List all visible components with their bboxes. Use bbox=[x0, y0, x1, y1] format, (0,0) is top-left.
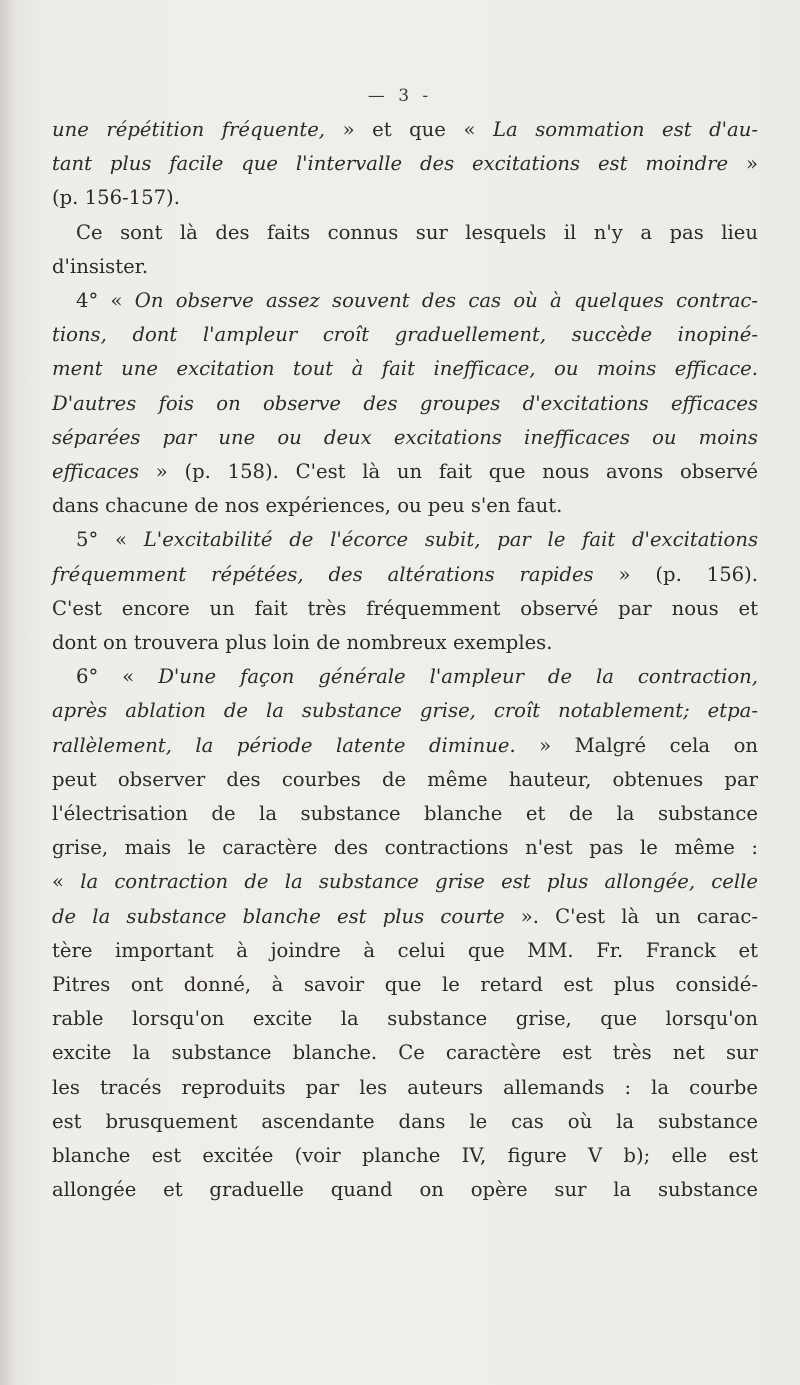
text-line bbox=[52, 694, 758, 728]
italic-run: de la substance blanche est plus courte bbox=[52, 904, 505, 928]
text-run: est brusquement ascendante dans le cas où la substance bbox=[52, 1109, 758, 1133]
text-line bbox=[52, 1002, 758, 1036]
text-run: Pitres ont donné, à savoir que le retard est plus considé- bbox=[52, 973, 758, 997]
text-run: tère important à joindre à celui que MM. Fr. Franck et bbox=[52, 938, 758, 962]
text-run: les tracés reproduits par les auteurs allemands : la courbe bbox=[52, 1075, 758, 1099]
text-line bbox=[52, 387, 758, 421]
italic-run: D'autres fois on observe des groupes d'excitations efficaces bbox=[52, 391, 758, 415]
text-line bbox=[52, 284, 758, 318]
text-run: blanche est excitée (voir planche IV, figure V b); elle est bbox=[52, 1144, 758, 1168]
text-line bbox=[52, 763, 758, 797]
italic-run: L'excitabilité de l'écorce subit, par le fait d'excitations bbox=[143, 528, 758, 552]
text-run: l'électrisation de la substance blanche et de la substance bbox=[52, 802, 758, 826]
text-run: excite la substance blanche. Ce caractère est très net sur bbox=[52, 1041, 758, 1065]
italic-run: On observe assez souvent des cas où à quelques contrac- bbox=[134, 289, 758, 313]
text-run: peut observer des courbes de même hauteur, obtenues par bbox=[52, 767, 758, 791]
text-line bbox=[52, 968, 758, 1002]
text-run: 5° « bbox=[76, 528, 144, 552]
text-line bbox=[52, 250, 758, 284]
text-line bbox=[52, 797, 758, 831]
italic-run: rallèlement, la période latente diminue. bbox=[52, 733, 516, 757]
text-line bbox=[52, 1173, 758, 1207]
text-line bbox=[52, 181, 758, 215]
italic-run: après ablation de la substance grise, croît notablement; etpa- bbox=[52, 699, 758, 723]
text-run: allongée et graduelle quand on opère sur la substance bbox=[52, 1178, 758, 1202]
text-run: dans chacune de nos expériences, ou peu s'en faut. bbox=[52, 494, 563, 518]
text-run: grise, mais le caractère des contractions n'est pas le même : bbox=[52, 836, 758, 860]
text-run: » Malgré cela on bbox=[515, 733, 758, 757]
italic-run: efficaces bbox=[52, 460, 140, 484]
text-run: » (p. 158). C'est là un fait que nous avons observé bbox=[139, 460, 758, 484]
italic-run: séparées par une ou deux excitations inefficaces ou moins bbox=[52, 425, 758, 449]
text-run: C'est encore un fait très fréquemment observé par nous et bbox=[52, 596, 758, 620]
text-line bbox=[52, 934, 758, 968]
text-run: 4° « bbox=[76, 289, 135, 313]
text-line bbox=[52, 626, 758, 660]
text-run: ». C'est là un carac- bbox=[504, 904, 758, 928]
italic-run: la contraction de la substance grise est plus allongée, celle bbox=[80, 870, 758, 894]
text-line bbox=[52, 216, 758, 250]
text-line bbox=[52, 523, 758, 557]
text-line bbox=[52, 592, 758, 626]
page-edge-shadow bbox=[0, 0, 14, 1385]
text-line bbox=[52, 1071, 758, 1105]
text-line bbox=[52, 455, 758, 489]
body-text bbox=[52, 113, 758, 1208]
text-line bbox=[52, 352, 758, 386]
text-line bbox=[52, 489, 758, 523]
text-line bbox=[52, 1105, 758, 1139]
page-number: — 3 - bbox=[367, 86, 433, 106]
text-run: d'insister. bbox=[52, 254, 149, 278]
text-line bbox=[52, 865, 758, 899]
text-line bbox=[52, 660, 758, 694]
text-line bbox=[52, 729, 758, 763]
italic-run: tions, dont l'ampleur croît graduellement, succède inopiné- bbox=[52, 323, 758, 347]
text-line bbox=[52, 558, 758, 592]
text-run: Ce sont là des faits connus sur lesquels il n'y a pas lieu bbox=[76, 220, 758, 244]
italic-run: D'une façon générale l'ampleur de la contraction, bbox=[158, 665, 758, 689]
text-run: » bbox=[728, 152, 758, 176]
text-line bbox=[52, 318, 758, 352]
text-run: rable lorsqu'on excite la substance grise, que lorsqu'on bbox=[52, 1007, 758, 1031]
italic-run: une répétition fréquente, bbox=[52, 118, 326, 141]
text-run: « bbox=[52, 870, 81, 894]
text-line bbox=[52, 113, 758, 147]
italic-run: ment une excitation tout à fait inefficace, ou moins efficace. bbox=[52, 357, 758, 381]
text-line bbox=[52, 1139, 758, 1173]
text-line bbox=[52, 421, 758, 455]
italic-run: tant plus facile que l'intervalle des excitations est moindre bbox=[52, 152, 729, 176]
italic-run: La sommation est d'au- bbox=[493, 118, 758, 141]
text-run: (p. 156-157). bbox=[52, 186, 180, 210]
italic-run: fréquemment répétées, des altérations rapides bbox=[52, 562, 594, 586]
text-line bbox=[52, 147, 758, 181]
text-line bbox=[52, 831, 758, 865]
text-run: » (p. 156). bbox=[593, 562, 758, 586]
text-run: 6° « bbox=[76, 665, 159, 689]
text-line bbox=[52, 900, 758, 934]
text-run: dont on trouvera plus loin de nombreux exemples. bbox=[52, 631, 553, 655]
text-run: » et que « bbox=[325, 118, 493, 141]
text-line bbox=[52, 1036, 758, 1070]
